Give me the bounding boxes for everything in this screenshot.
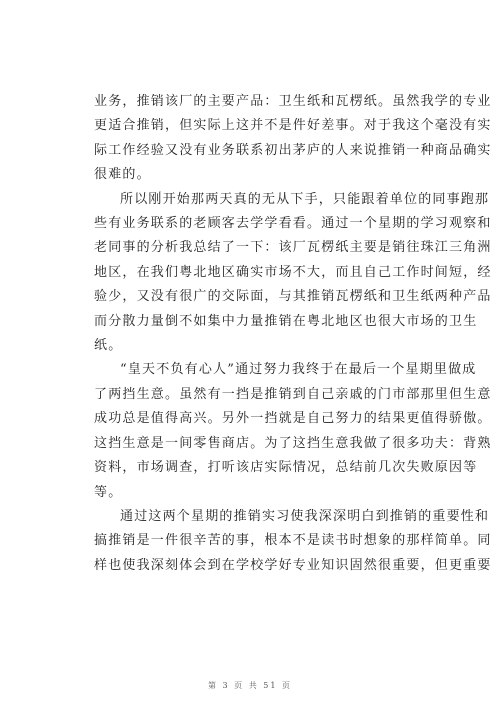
page-number-footer: 第 3 页 共 51 页 [208,681,292,690]
text-line: 地区，在我们粤北地区确实市场不大，而且自己工作时间短，经 [94,264,492,280]
text-line: 业务，推销该厂的主要产品：卫生纸和瓦楞纸。虽然我学的专业 [94,94,492,109]
text-line: 等。 [94,484,123,500]
text-line: 资料，市场调查，打听该店实际情况，总结前几次失败原因等 [94,460,478,476]
paragraph-3 [94,358,492,504]
text-line: 老同事的分析我总结了一下：该厂瓦楞纸主要是销往珠江三角洲 [94,240,492,256]
text-line: 很难的。 [94,167,151,183]
text-line: 验少，又没有很广的交际面，与其推销瓦楞纸和卫生纸两种产品 [94,289,492,305]
text-line: 际工作经验又没有业务联系初出茅庐的人来说推销一种商品确实 [94,142,492,158]
text-line: 这挡生意是一间零售商店。为了这挡生意我做了很多功夫：背熟 [94,435,492,451]
paragraph-4 [94,505,492,578]
paragraph-1 [94,90,492,188]
document-body [94,90,492,578]
text-line: 些有业务联系的老顾客去学学看看。通过一个星期的学习观察和 [94,216,492,232]
text-line: 更适合推销，但实际上这并不是件好差事。对于我这个毫没有实 [94,118,492,134]
text-line: 而分散力量倒不如集中力量推销在粤北地区也很大市场的卫生 [94,313,478,329]
text-line: 了两挡生意。虽然有一挡是推销到自己亲戚的门市部那里但生意 [94,386,492,402]
text-line: “皇天不负有心人”通过努力我终于在最后一个星期里做成 [120,362,477,378]
text-line: 成功总是值得高兴。另外一挡就是自己努力的结果更值得骄傲。 [94,411,492,427]
text-line: 纸。 [94,338,123,354]
text-line: 搞推销是一件很辛苦的事，根本不是读书时想象的那样简单。同 [94,533,492,549]
paragraph-2 [94,188,492,359]
text-line: 通过这两个星期的推销实习使我深深明白到推销的重要性和 [120,508,490,524]
text-line: 样也使我深刻体会到在学校学好专业知识固然很重要，但更重要 [94,557,492,573]
text-line: 所以刚开始那两天真的无从下手，只能跟着单位的同事跑那 [120,191,490,207]
